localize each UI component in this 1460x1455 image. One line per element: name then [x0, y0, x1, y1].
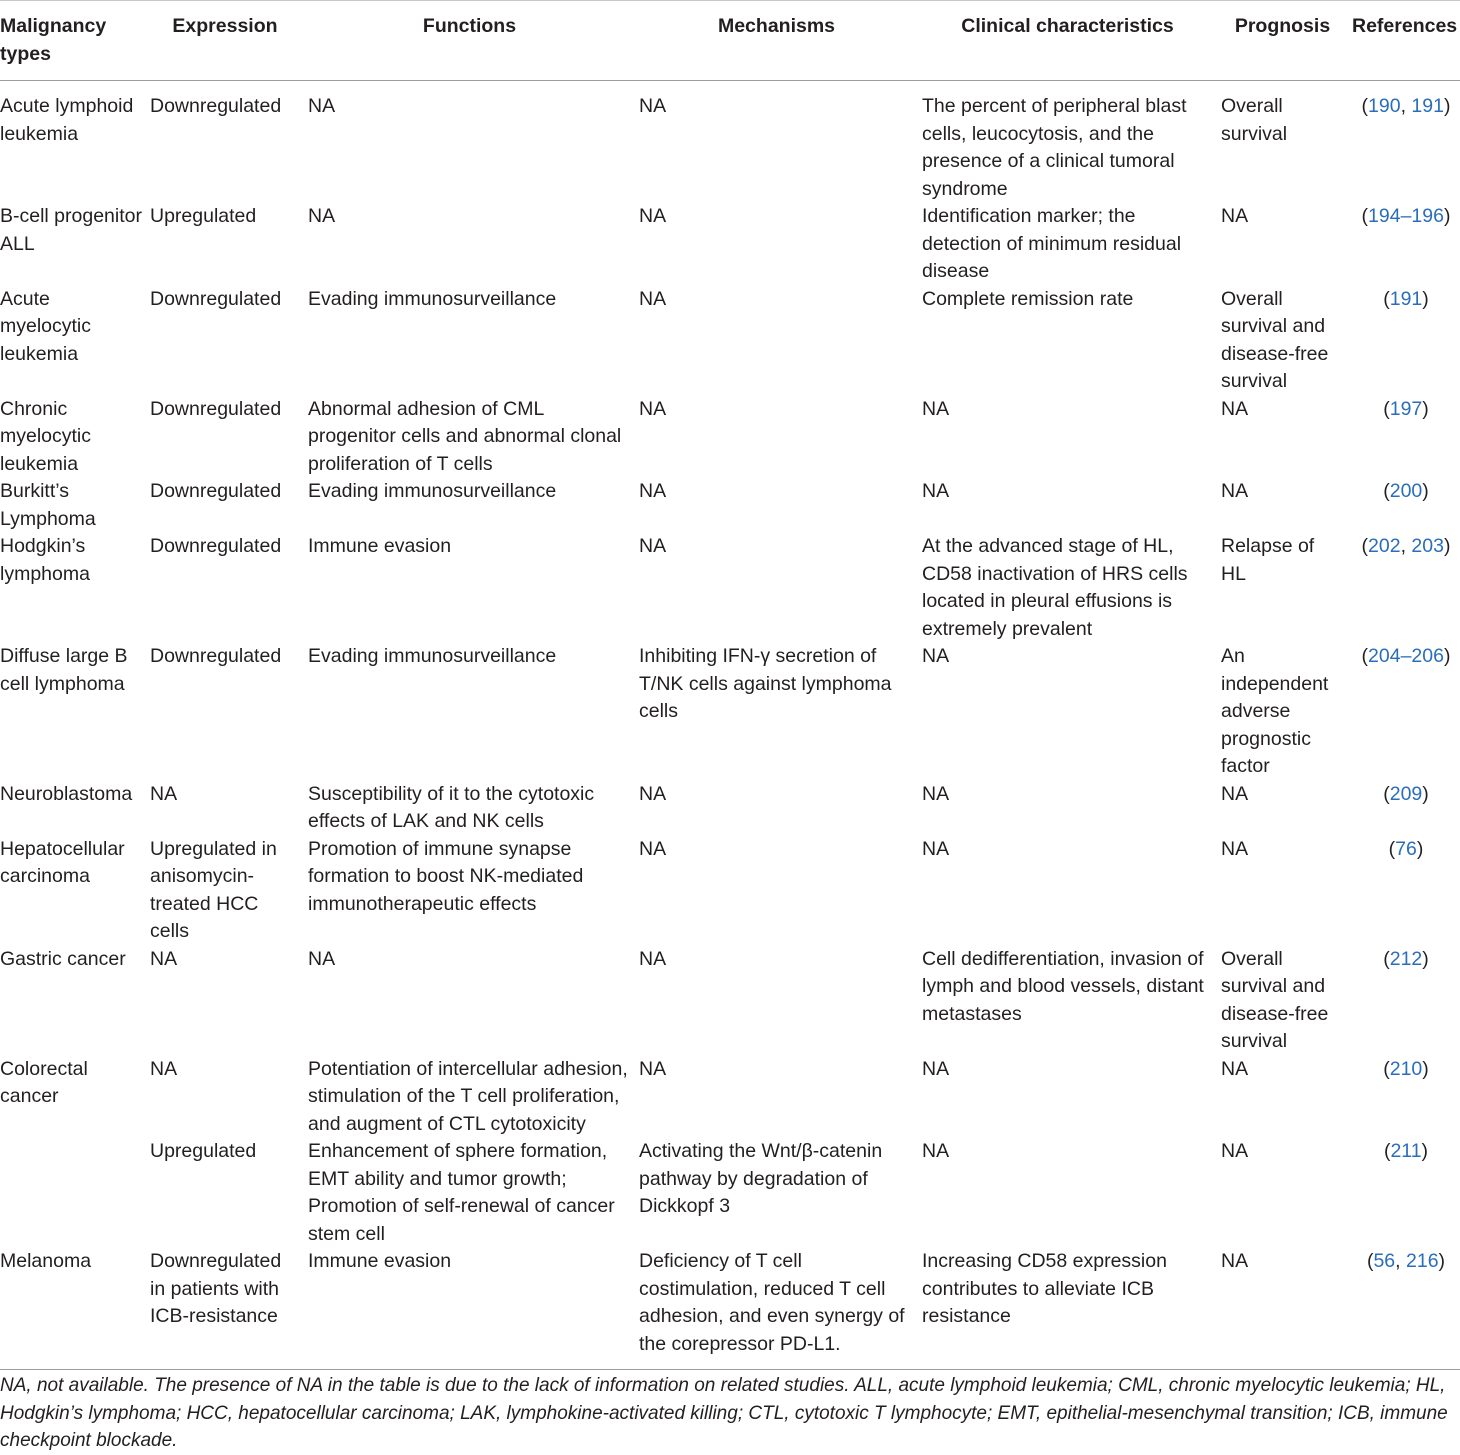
cell-malignancy-type: Acute myelocytic leukemia: [0, 287, 92, 365]
cell-expression: Upregulated in anisomycin-treated HCC cells: [150, 837, 277, 942]
cell-functions: Immune evasion: [308, 1250, 452, 1272]
cell-mechanisms: Deficiency of T cell costimulation, reduced T cell adhesion, and even synergy of the corepressor PD-L1.: [639, 1250, 905, 1355]
cell-malignancy-type: Gastric cancer: [0, 947, 126, 970]
reference-paren-close: ): [1416, 837, 1424, 860]
reference-link[interactable]: 202: [1368, 535, 1401, 557]
table-row: [0, 1138, 1460, 1248]
cell-prognosis: NA: [1221, 1250, 1249, 1272]
cell-mechanisms: NA: [639, 397, 667, 420]
reference-link[interactable]: 197: [1389, 397, 1423, 420]
cell-references: [1348, 781, 1460, 836]
cell-references: [1348, 1138, 1460, 1248]
reference-paren-close: ): [1443, 535, 1451, 557]
cell-clinical-characteristics: NA: [922, 837, 950, 860]
table-row: [0, 81, 1460, 204]
cell-prognosis: NA: [1221, 480, 1249, 502]
cell-expression: Downregulated: [150, 397, 282, 420]
reference-paren-open: (: [1383, 480, 1390, 502]
reference-link[interactable]: 211: [1390, 1140, 1422, 1162]
cell-clinical-characteristics: At the advanced stage of HL, CD58 inactivation of HRS cells located in pleural effusions is extremely prevalent: [922, 535, 1188, 640]
cell-functions: Susceptibility of it to the cytotoxic effects of LAK and NK cells: [308, 782, 595, 832]
cell-functions: NA: [308, 947, 336, 970]
table-row: [0, 1248, 1460, 1368]
table-row: [0, 396, 1460, 479]
footnote-divider: [0, 1369, 1460, 1370]
cell-functions: Evading immunosurveillance: [308, 480, 557, 502]
reference-paren-open: (: [1361, 95, 1369, 117]
cell-expression: Downregulated: [150, 645, 282, 667]
cell-prognosis: NA: [1221, 397, 1249, 420]
cell-references: [1348, 1248, 1460, 1368]
cell-clinical-characteristics: Cell dedifferentiation, invasion of lymph and blood vessels, distant metastases: [922, 947, 1204, 1025]
cell-references: [1348, 81, 1460, 204]
header-functions: Functions: [304, 1, 635, 81]
reference-link[interactable]: 203: [1411, 535, 1444, 557]
table-row: [0, 203, 1460, 286]
table-row: [0, 643, 1460, 781]
table-row: [0, 533, 1460, 643]
cell-prognosis: NA: [1221, 782, 1249, 805]
reference-link[interactable]: 209: [1389, 782, 1423, 805]
reference-paren-close: ): [1422, 287, 1429, 310]
cell-expression: NA: [150, 782, 178, 805]
cell-functions: Evading immunosurveillance: [308, 645, 557, 667]
reference-paren-close: ): [1443, 645, 1451, 667]
cell-clinical-characteristics: NA: [922, 397, 950, 420]
cell-expression: Downregulated: [150, 480, 282, 502]
header-references: References: [1348, 1, 1460, 81]
cell-functions: Enhancement of sphere formation, EMT ability and tumor growth; Promotion of self-renewal of cancer stem cell: [308, 1140, 615, 1245]
cell-clinical-characteristics: Identification marker; the detection of minimum residual disease: [922, 205, 1182, 282]
cell-clinical-characteristics: NA: [922, 645, 950, 667]
reference-paren-open: (: [1383, 1140, 1391, 1162]
cell-malignancy-type: Colorectal cancer: [0, 1057, 88, 1107]
cell-functions: Evading immunosurveillance: [308, 287, 557, 310]
reference-paren-open: (: [1361, 535, 1369, 557]
reference-paren-open: (: [1383, 782, 1390, 805]
cell-references: [1348, 946, 1460, 1056]
header-expression: Expression: [146, 1, 304, 81]
cell-malignancy-type: Burkitt’s Lymphoma: [0, 480, 96, 530]
cell-malignancy-type: Neuroblastoma: [0, 782, 133, 805]
cell-clinical-characteristics: Increasing CD58 expression contributes to alleviate ICB resistance: [922, 1250, 1167, 1327]
reference-link[interactable]: 194–196: [1368, 205, 1444, 227]
cell-prognosis: An independent adverse prognostic factor: [1221, 645, 1329, 777]
table-row: [0, 836, 1460, 946]
header-malignancy-types: Malignancy types: [0, 1, 146, 81]
table-row: [0, 946, 1460, 1056]
cell-malignancy-type: Diffuse large B cell lymphoma: [0, 645, 128, 695]
reference-separator: ,: [1400, 95, 1412, 117]
reference-paren-close: ): [1421, 1140, 1429, 1162]
reference-link[interactable]: 204–206: [1368, 645, 1444, 667]
cell-references: [1348, 643, 1460, 781]
cell-prognosis: NA: [1221, 1057, 1249, 1080]
cell-mechanisms: NA: [639, 1057, 667, 1080]
table-row: [0, 781, 1460, 836]
cell-clinical-characteristics: The percent of peripheral blast cells, leucocytosis, and the presence of a clinical tumoral syndrome: [922, 95, 1187, 200]
reference-paren-close: ): [1443, 205, 1451, 227]
cell-mechanisms: NA: [639, 480, 667, 502]
header-mechanisms: Mechanisms: [635, 1, 918, 81]
reference-link[interactable]: 190: [1368, 95, 1401, 117]
reference-paren-open: (: [1383, 947, 1390, 970]
table-row: [0, 478, 1460, 533]
cell-expression: NA: [150, 1057, 178, 1080]
reference-link[interactable]: 191: [1411, 95, 1444, 117]
cell-mechanisms: Inhibiting IFN-γ secretion of T/NK cells against lymphoma cells: [639, 645, 892, 722]
reference-paren-open: (: [1383, 397, 1390, 420]
cell-clinical-characteristics: NA: [922, 782, 950, 805]
cell-prognosis: NA: [1221, 837, 1249, 860]
cell-functions: Abnormal adhesion of CML progenitor cells and abnormal clonal proliferation of T cells: [308, 397, 622, 475]
cell-references: [1348, 396, 1460, 479]
cell-clinical-characteristics: NA: [922, 1057, 950, 1080]
cell-expression: Downregulated: [150, 287, 282, 310]
reference-link[interactable]: 76: [1395, 837, 1417, 860]
cell-prognosis: NA: [1221, 205, 1249, 227]
cell-references: [1348, 1056, 1460, 1139]
reference-link[interactable]: 191: [1389, 287, 1423, 310]
cell-malignancy-type: [0, 1138, 146, 1248]
reference-link[interactable]: 200: [1389, 480, 1423, 502]
table-row: [0, 1056, 1460, 1139]
cell-clinical-characteristics: NA: [922, 480, 950, 502]
cell-prognosis: Overall survival and disease-free survival: [1221, 287, 1329, 392]
cell-expression: Downregulated: [150, 95, 282, 117]
cell-clinical-characteristics: Complete remission rate: [922, 287, 1134, 310]
cell-expression: Downregulated in patients with ICB-resistance: [150, 1250, 282, 1327]
reference-link[interactable]: 210: [1389, 1057, 1423, 1080]
cell-functions: NA: [308, 205, 336, 227]
reference-paren-close: ): [1422, 782, 1429, 805]
reference-paren-open: (: [1383, 287, 1390, 310]
cell-prognosis: Relapse of HL: [1221, 535, 1315, 585]
cell-mechanisms: Activating the Wnt/β-catenin pathway by degradation of Dickkopf 3: [639, 1140, 883, 1217]
cell-malignancy-type: Hepatocellular carcinoma: [0, 837, 125, 887]
header-prognosis: Prognosis: [1217, 1, 1348, 81]
cell-mechanisms: NA: [639, 837, 667, 860]
cell-prognosis: Overall survival: [1221, 95, 1288, 145]
reference-paren-close: ): [1422, 397, 1429, 420]
cell-references: [1348, 286, 1460, 396]
cell-clinical-characteristics: NA: [922, 1140, 950, 1162]
reference-paren-open: (: [1383, 1057, 1390, 1080]
cell-references: [1348, 533, 1460, 643]
reference-paren-close: ): [1422, 480, 1429, 502]
reference-link[interactable]: 56: [1373, 1250, 1396, 1272]
cell-mechanisms: NA: [639, 95, 667, 117]
cell-functions: Promotion of immune synapse formation to boost NK-mediated immunotherapeutic effects: [308, 837, 584, 915]
cell-functions: Immune evasion: [308, 535, 452, 557]
reference-link[interactable]: 212: [1389, 947, 1423, 970]
cell-functions: Potentiation of intercellular adhesion, stimulation of the T cell proliferation, and augment of CTL cytotoxicity: [308, 1057, 628, 1135]
cell-expression: NA: [150, 947, 178, 970]
reference-link[interactable]: 216: [1406, 1250, 1439, 1272]
reference-paren-close: ): [1438, 1250, 1446, 1272]
cell-mechanisms: NA: [639, 287, 667, 310]
cell-expression: Upregulated: [150, 205, 257, 227]
cell-references: [1348, 203, 1460, 286]
cell-references: [1348, 478, 1460, 533]
cell-mechanisms: NA: [639, 782, 667, 805]
header-clinical-characteristics: Clinical characteristics: [918, 1, 1217, 81]
cell-mechanisms: NA: [639, 205, 667, 227]
reference-paren-open: (: [1388, 837, 1396, 860]
table-row: [0, 286, 1460, 396]
reference-separator: ,: [1395, 1250, 1406, 1272]
cell-mechanisms: NA: [639, 947, 667, 970]
cell-malignancy-type: Acute lymphoid leukemia: [0, 95, 134, 145]
reference-paren-close: ): [1443, 95, 1451, 117]
reference-paren-open: (: [1361, 645, 1369, 667]
cell-references: [1348, 836, 1460, 946]
reference-paren-open: (: [1361, 205, 1369, 227]
cell-expression: Downregulated: [150, 535, 282, 557]
cell-malignancy-type: Chronic myelocytic leukemia: [0, 397, 92, 475]
cell-prognosis: NA: [1221, 1140, 1249, 1162]
reference-separator: ,: [1400, 535, 1412, 557]
cell-expression: Upregulated: [150, 1140, 257, 1162]
cell-functions: NA: [308, 95, 336, 117]
cell-malignancy-type: Hodgkin’s lymphoma: [0, 535, 90, 585]
reference-paren-open: (: [1366, 1250, 1374, 1272]
cell-malignancy-type: Melanoma: [0, 1250, 92, 1272]
cell-prognosis: Overall survival and disease-free survival: [1221, 947, 1329, 1052]
table-footnote: NA, not available. The presence of NA in the table is due to the lack of information on related studies. ALL, acute lymphoid leukemia; CML, chronic myelocytic leukemia; HL, Hodgkin’s lymphoma; HCC, hepatocellular carcinoma; LAK, lymphokine-activated killing; CTL, cytotoxic T lymphocyte; EMT, epithelial-mesenchymal transition; ICB, immune checkpoint blockade.: [0, 1375, 1448, 1451]
table-body: [0, 81, 1460, 1369]
table-header-row: [0, 1, 1460, 81]
cell-mechanisms: NA: [639, 535, 667, 557]
reference-paren-close: ): [1422, 1057, 1429, 1080]
cell-malignancy-type: B-cell progenitor ALL: [0, 205, 142, 255]
reference-paren-close: ): [1422, 947, 1429, 970]
